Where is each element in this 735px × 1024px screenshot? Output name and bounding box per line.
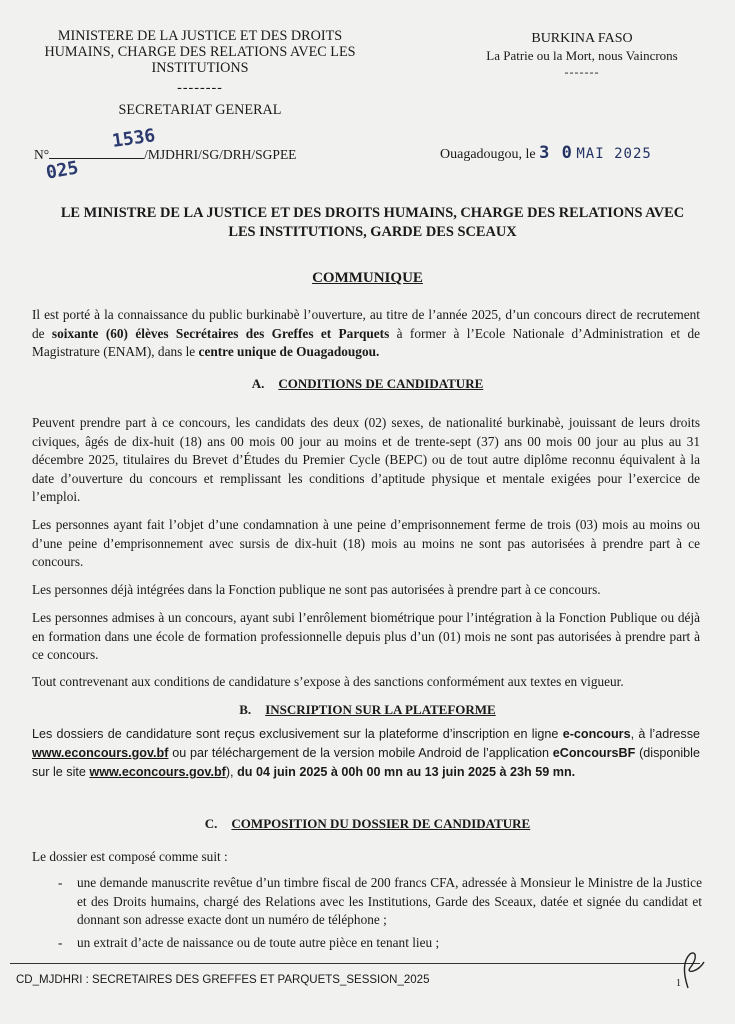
section-b-title: INSCRIPTION SUR LA PLATEFORME xyxy=(265,702,496,717)
minister-title xyxy=(40,204,705,242)
section-a-paragraph-3: Les personnes déjà intégrées dans la Fonction publique ne sont pas autorisées à prendre part à ce concours. xyxy=(32,582,601,597)
secretariat-label: SECRETARIAT GENERAL xyxy=(118,102,282,118)
section-a-title: CONDITIONS DE CANDIDATURE xyxy=(278,376,484,391)
econcours-link-2[interactable]: www.econcours.gov.bf xyxy=(89,765,226,779)
footer-rule xyxy=(10,963,700,964)
app-name: eConcoursBF xyxy=(552,746,636,760)
list-item-text: un extrait d’acte de naissance ou de toute autre pièce en tenant lieu ; xyxy=(77,934,440,950)
stamp-number-bottom: 025 xyxy=(44,157,81,184)
section-b-heading xyxy=(0,702,735,718)
section-b-text-4: (disponible sur le site xyxy=(32,746,700,779)
list-bullet: - xyxy=(58,934,63,950)
section-a-paragraph-1: Peuvent prendre part à ce concours, les candidats des deux (02) sexes, de nationalité burkinabè, jouissant de leurs droits civiques, âgés de dix-huit (18) ans 00 mois 00 jour au moins et de trente-sept (37) ans 00 mois 00 jour au plus au 31 décembre 2025, titulaires du Brevet d’Études du Premier Cycle (BEPC) ou de tout autre diplôme reconnu équivalent à la date d’ouverture du concours et remplissant les conditions d’aptitude physique et mentale exigées pour l’exercice de l’emploi. xyxy=(32,415,700,505)
footer-text: CD_MJDHRI : SECRETAIRES DES GREFFES ET PARQUETS_SESSION_2025 xyxy=(16,974,430,986)
country-name: BURKINA FASO xyxy=(531,31,633,46)
intro-text-1: Il est porté à la connaissance du public burkinabè l’ouverture, au titre de l’année 2025, d’un concours direct de recrutement de xyxy=(32,307,700,341)
list-bullet: - xyxy=(58,875,63,890)
stamp-number-top: 1536 xyxy=(110,125,157,152)
ministry-header xyxy=(22,28,378,118)
econcours-label: e-concours xyxy=(562,727,631,741)
section-a-paragraph-2: Les personnes ayant fait l’objet d’une condamnation à une peine d’emprisonnement ferme de trois (03) mois au moins ou d’une peine d’emprisonnement avec sursis de dix-huit (18) mois au moins ne sont pas autorisées à prendre part à ce concours. xyxy=(32,517,700,570)
ministry-line-2: HUMAINS, CHARGE DES RELATIONS AVEC LES xyxy=(44,44,356,60)
country-header xyxy=(456,30,708,81)
ministry-line-3: INSTITUTIONS xyxy=(151,60,249,76)
section-a-letter: A. xyxy=(251,376,265,391)
section-a-paragraph-5: Tout contrevenant aux conditions de candidature s’expose à des sanctions conformément aux textes en vigueur. xyxy=(32,674,624,689)
reference-prefix: N° xyxy=(34,147,50,162)
section-b-text-5: ), xyxy=(225,765,238,779)
country-motto: La Patrie ou la Mort, nous Vaincrons xyxy=(486,48,678,63)
initials-signature xyxy=(668,948,708,992)
section-b-letter: B. xyxy=(239,702,252,717)
section-b-text-2: , à l’adresse xyxy=(630,727,700,741)
intro-bold-2: centre unique de Ouagadougou. xyxy=(198,344,380,360)
dossier-list xyxy=(58,874,702,956)
reference-suffix: /MJDHRI/SG/DRH/SGPEE xyxy=(144,147,297,162)
section-b-paragraph xyxy=(32,725,700,782)
ministry-separator: -------- xyxy=(177,80,223,96)
list-item-text: une demande manuscrite revêtue d’un timbre fiscal de 200 francs CFA, adressée à Monsieur le Ministre de la Justice et des Droits humains, chargé des Relations avec les Institutions, Garde des Sceaux, datée et signée du candidat et donnant son adresse exacte dont un numéro de téléphone ; xyxy=(77,875,702,928)
list-item xyxy=(58,934,702,953)
intro-text-2: à former à l’Ecole Nationale d’Administration et de Magistrature (ENAM), dans le xyxy=(32,325,701,360)
minister-title-line-2: LES INSTITUTIONS, GARDE DES SCEAUX xyxy=(228,224,517,240)
date-day-stamp: 3 0 xyxy=(539,143,573,163)
section-c-intro: Le dossier est composé comme suit : xyxy=(32,849,228,864)
section-c-heading xyxy=(0,816,735,832)
date-month-stamp: MAI 2025 xyxy=(576,146,652,162)
document-title: COMMUNIQUE xyxy=(312,270,423,286)
section-a-paragraph-4: Les personnes admises à un concours, ayant subi l’enrôlement biométrique pour l’intégration à la Fonction Publique ou déjà en formation dans une école de formation professionnelle depuis plus d’un (01) mois ne sont pas autorisées à prendre part à ce concours. xyxy=(32,610,700,663)
ministry-line-1: MINISTERE DE LA JUSTICE ET DES DROITS xyxy=(57,28,343,44)
intro-bold-1: soixante (60) élèves Secrétaires des Greffes et Parquets xyxy=(51,325,390,341)
section-b-text-3: ou par téléchargement de la version mobile Android de l’application xyxy=(168,746,553,760)
date-line xyxy=(440,143,652,163)
section-c-title: COMPOSITION DU DOSSIER DE CANDIDATURE xyxy=(231,816,531,831)
intro-paragraph xyxy=(32,306,700,362)
section-a-heading xyxy=(0,376,735,392)
section-c-letter: C. xyxy=(204,816,218,831)
date-place: Ouagadougou, le xyxy=(440,147,536,162)
list-item xyxy=(58,874,702,930)
econcours-link-1[interactable]: www.econcours.gov.bf xyxy=(32,746,169,760)
page-number: 1 xyxy=(676,978,681,989)
minister-title-line-1: LE MINISTRE DE LA JUSTICE ET DES DROITS HUMAINS, CHARGE DES RELATIONS AVEC xyxy=(60,205,685,221)
country-separator: ------- xyxy=(564,65,600,79)
registration-period: du 04 juin 2025 à 00h 00 mn au 13 juin 2025 à 23h 59 mn. xyxy=(237,765,576,779)
section-b-text-1: Les dossiers de candidature sont reçus exclusivement sur la plateforme d’inscription en ligne xyxy=(32,727,563,741)
